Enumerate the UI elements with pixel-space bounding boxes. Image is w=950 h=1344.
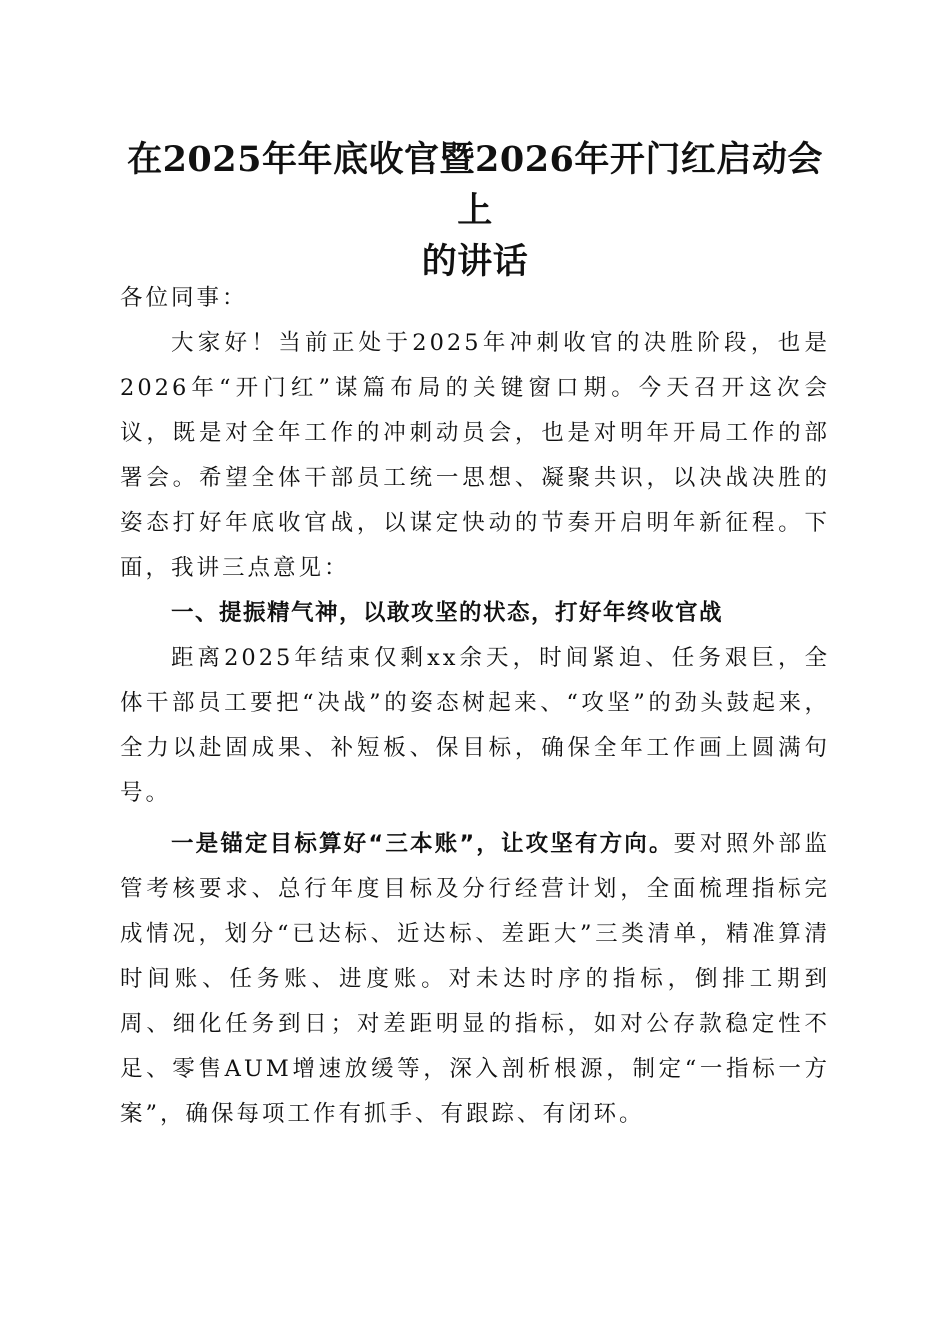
intro-paragraph: 大家好！当前正处于2025年冲刺收官的决胜阶段，也是2026年“开门红”谋篇布局的关键窗口期。今天召开这次会议，既是对全年工作的冲刺动员会，也是对明年开局工作的部署会。希望全体干部员工统一思想、凝聚共识，以决战决胜的姿态打好年底收官战，以谋定快动的节奏开启明年新征程。下面，我讲三点意见： (120, 330, 830, 581)
point-1-label: 一是锚定目标算好“三本账”，让攻坚有方向。 (171, 831, 674, 857)
salutation: 各位同事： (120, 285, 248, 311)
document-body (120, 276, 830, 1137)
document-title (110, 134, 840, 287)
section-1-heading: 一、提振精气神，以敢攻坚的状态，打好年终收官战 (171, 600, 724, 626)
section-1-paragraph: 距离2025年结束仅剩xx余天，时间紧迫、任务艰巨，全体干部员工要把“决战”的姿态树起来、“攻坚”的劲头鼓起来，全力以赴固成果、补短板、保目标，确保全年工作画上圆满句号。 (120, 645, 830, 806)
section-1-point-1 (120, 822, 830, 1137)
title-line-2: 的讲话 (421, 241, 529, 282)
title-line-1: 在2025年年底收官暨2026年开门红启动会上 (127, 139, 823, 231)
point-1-text: 要对照外部监管考核要求、总行年度目标及分行经营计划，全面梳理指标完成情况，划分“已达标、近达标、差距大”三类清单，精准算清时间账、任务账、进度账。对未达时序的指标，倒排工期到周、细化任务到日；对差距明显的指标，如对公存款稳定性不足、零售AUM增速放缓等，深入剖析根源，制定“一指标一方案”，确保每项工作有抓手、有跟踪、有闭环。 (120, 831, 830, 1127)
